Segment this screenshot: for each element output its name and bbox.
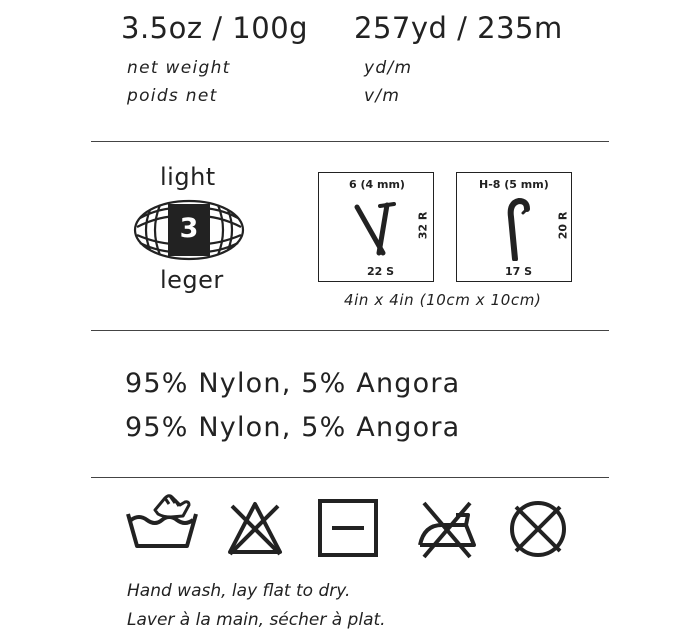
crochet-gauge-stitches: 17 S xyxy=(505,265,533,278)
gauge-swatch-size: 4in x 4in (10cm x 10cm) xyxy=(344,291,542,309)
net-weight-value: 3.5oz / 100g xyxy=(121,11,309,45)
divider-2 xyxy=(91,330,609,331)
crochet-gauge-box xyxy=(456,172,572,282)
care-instructions-fr: Laver à la main, sécher à plat. xyxy=(127,610,386,630)
dry-flat-icon xyxy=(318,499,378,557)
knit-gauge-rows: 32 R xyxy=(416,211,430,240)
fiber-content-en: 95% Nylon, 5% Angora xyxy=(125,368,461,399)
crochet-hook-size: H-8 (5 mm) xyxy=(479,178,549,191)
hand-wash-icon xyxy=(125,490,199,552)
yarn-weight-label-en: light xyxy=(160,163,216,191)
do-not-tumble-dry-icon xyxy=(508,499,568,559)
yarn-weight-number: 3 xyxy=(179,213,199,244)
knitting-needles-icon xyxy=(347,197,407,257)
knit-needle-size: 6 (4 mm) xyxy=(349,178,405,191)
crochet-hook-icon xyxy=(487,195,547,261)
length-value: 257yd / 235m xyxy=(354,11,563,45)
knit-gauge-box xyxy=(318,172,434,282)
do-not-bleach-icon xyxy=(226,500,284,556)
do-not-iron-icon xyxy=(416,501,478,559)
net-weight-label-en: net weight xyxy=(127,58,231,78)
care-instructions-en: Hand wash, lay flat to dry. xyxy=(127,581,351,601)
divider-1 xyxy=(91,141,609,142)
crochet-gauge-rows: 20 R xyxy=(556,211,570,240)
divider-3 xyxy=(91,477,609,478)
net-weight-label-fr: poids net xyxy=(127,86,218,106)
length-label-fr: v/m xyxy=(364,86,401,106)
knit-gauge-stitches: 22 S xyxy=(367,265,395,278)
fiber-content-fr: 95% Nylon, 5% Angora xyxy=(125,412,461,443)
yarn-weight-label-fr: leger xyxy=(160,266,224,294)
length-label-en: yd/m xyxy=(364,58,413,78)
